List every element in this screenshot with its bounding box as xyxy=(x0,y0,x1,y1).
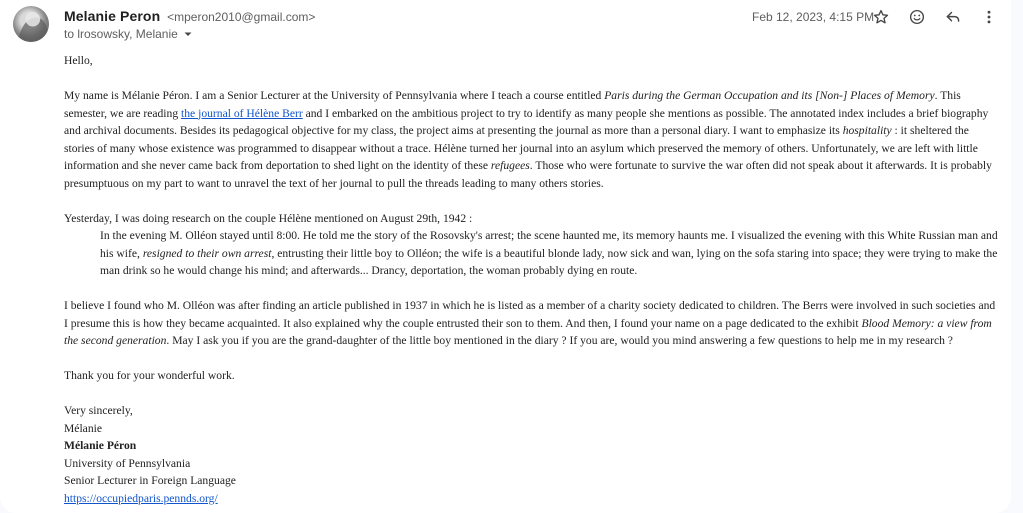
signature-title: Senior Lecturer in Foreign Language xyxy=(64,474,236,487)
recipients-text: to lrosowsky, Melanie xyxy=(64,27,178,41)
avatar[interactable] xyxy=(13,6,49,42)
more-vert-icon xyxy=(980,8,998,26)
text: : it sheltered the stories of many whose existence was programmed to disappear without a trace. Hélène turned her journal into an asylum which preserved the memory of others. Unfortunately, we are left with little information and she never came back from deportation to shed light on the identity of these xyxy=(64,124,978,172)
more-options-button[interactable] xyxy=(977,5,1001,29)
signature-name-text: Mélanie Péron xyxy=(64,439,137,452)
signature-name xyxy=(64,437,999,455)
journal-link[interactable]: the journal of Hélène Berr xyxy=(181,106,303,120)
sender-name[interactable]: Melanie Peron xyxy=(64,8,161,24)
scrollbar[interactable] xyxy=(1011,0,1023,513)
reply-icon xyxy=(944,8,962,26)
signature-university: University of Pennsylvania xyxy=(64,456,191,470)
greeting: Hello, xyxy=(64,54,93,67)
signoff: Very sincerely, xyxy=(64,404,133,417)
exhibit-title: Blood Memory: a view from the second generation xyxy=(64,316,992,347)
emphasis: resigned to their own arrest xyxy=(142,246,272,260)
recipients-toggle[interactable] xyxy=(64,27,194,41)
text: . May I ask you if you are the grand-daughter of the little boy mentioned in the diary ? If you are, would you mind answering a few questions to help me in my research ? xyxy=(166,334,953,347)
text: . Those who were fortunate to survive the war often did not speak about it afterwards. It is probably presumptuous on my part to want to unravel the text of her journal to pull the threads leading to many others stories. xyxy=(64,159,992,190)
signature-link[interactable]: https://occupiedparis.pennds.org/ xyxy=(64,491,218,505)
message-date: Feb 12, 2023, 4:15 PM xyxy=(752,10,875,24)
emphasis: refugees xyxy=(490,159,530,172)
text: . This semester, we are reading xyxy=(64,89,961,120)
star-button[interactable] xyxy=(869,5,893,29)
paragraph-intro xyxy=(64,87,999,192)
add-reaction-button[interactable] xyxy=(905,5,929,29)
reply-button[interactable] xyxy=(941,5,965,29)
star-icon xyxy=(872,8,890,26)
thanks-line: Thank you for your wonderful work. xyxy=(64,369,235,382)
paragraph-research: Yesterday, I was doing research on the couple Hélène mentioned on August 29th, 1942 : xyxy=(64,211,473,225)
text: My name is Mélanie Péron. I am a Senior Lecturer at the University of Pennsylvania where I teach a course entitled xyxy=(64,89,605,102)
message-body xyxy=(64,52,999,507)
sender-line xyxy=(64,8,315,24)
signoff-name: Mélanie xyxy=(64,421,102,435)
text: and I embarked on the ambitious project to try to identify as many people she mentions as possible. The annotated index includes a brief biography and archival documents. Besides its pedagogical objective for my class, the project aims at presenting the journal as more than a personal diary. I want to emphasize its xyxy=(64,106,989,137)
signature-link-line xyxy=(64,490,999,508)
emoji-icon xyxy=(908,8,926,26)
chevron-down-icon[interactable] xyxy=(182,28,194,40)
text: I believe I found who M. Olléon was after finding an article published in 1937 in which he is listed as a member of a charity society dedicated to children. The Berrs were involved in such societies and I presume this is how they became acquainted. It also explained why the couple entrusted their son to them. And then, I found your name on a page dedicated to the exhibit xyxy=(64,299,996,330)
text: In the evening M. Olléon stayed until 8:00. He told me the story of the Rosovsky's arrest; the scene haunted me, its memory haunts me. I visualized the evening with this White Russian man and his wife, xyxy=(100,229,998,260)
course-title: Paris during the German Occupation and its [Non-] Places of Memory xyxy=(604,89,935,102)
avatar-photo xyxy=(13,6,49,42)
journal-quote xyxy=(64,227,999,280)
emphasis: hospitality xyxy=(842,124,892,137)
text: , entrusting their little boy to Olléon; the wife is a beautiful blonde lady, now sick and wan, lying on the sofa staring into space; they were trying to make the man drink so he would change his mind; and afterwards... Drancy, deportation, the woman probably dying en route. xyxy=(100,246,998,277)
paragraph-findings xyxy=(64,297,999,350)
sender-email: <mperon2010@gmail.com> xyxy=(167,10,316,24)
